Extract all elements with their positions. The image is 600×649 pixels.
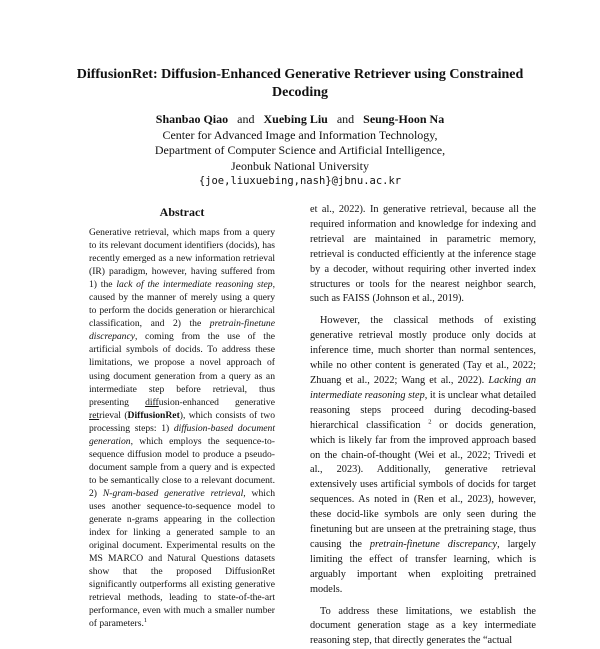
author-2: Xuebing Liu (263, 112, 328, 126)
paragraph-text: et al., 2022). In generative retrieval, because all the required information and knowledge for indexing and retrieval are maintained in parametric memory, retrieval is conducted efficiently at the inference stage by a decoder, without requiring other inverted index structures or tools for the nearest neighbor search, such as FAISS (Johnson et al., 2019). (310, 204, 536, 305)
author-1: Shanbao Qiao (155, 112, 229, 126)
author-email: {joe,liuxuebing,nash}@jbnu.ac.kr (198, 175, 402, 187)
abstract-emphasis: pretrain-finetune discrepancy (89, 318, 275, 343)
abstract-emphasis: lack of the intermediate reasoning step (116, 279, 273, 291)
paragraph-text: or docids generation, which is likely far from the improved approach based on the chain-of-thought (Wei et al., 2022; Trivedi et al., 2023). Additionally, generative retrieval extensively uses artificial symbols of docids for target sequences. As noted in (Ren et al., 2023), however, these docid-like symbols are only seen during the finetuning but are unseen at the pretraining stage, thus causing the (310, 419, 537, 550)
abstract-text: , which uses another sequence-to-sequence model to generate n-grams appearing in the collection index for linking a generated sample to an original document. Experimental results on the MS MARCO and Natural Questions datasets show that the proposed DiffusionRet significantly outperforms all existing generative retrieval methods, leading to state-of-the-art performance, even with much a smaller number of parameters. (89, 487, 276, 630)
abstract-heading: Abstract (159, 205, 205, 219)
footnote-marker[interactable]: 1 (143, 617, 148, 625)
paragraph (310, 203, 536, 307)
paragraph (310, 314, 536, 597)
abstract-body (89, 226, 275, 630)
affiliation-line: Center for Advanced Image and Information Technology, (162, 127, 438, 142)
abstract-text: , caused by the manner of merely using a query to perform the docids generation or hierarchical classification, and 2) the (89, 279, 275, 330)
method-name: DiffusionRet (127, 409, 180, 421)
author-separator: and (336, 112, 355, 126)
paragraph-emphasis: Lacking an intermediate reasoning step (310, 374, 537, 401)
abstract-text: rieval ( (99, 409, 128, 421)
abstract-text: , coming from the use of the artificial symbols of docids. To address these limitations, we propose a novel approach of using document generation from a query as an intermediate step before retrieval, thus presenting (89, 331, 275, 408)
author-separator: and (237, 112, 255, 126)
footnote-marker[interactable]: 2 (428, 418, 432, 426)
author-block (60, 112, 540, 190)
right-column (310, 203, 536, 649)
paragraph-text: , it is unclear what detailed reasoning steps proceed during decoding-based hierarchical classification (310, 389, 536, 431)
abstract-emphasis: N-gram-based generative retrieval (102, 487, 244, 499)
title-line-2: Decoding (272, 85, 328, 100)
affiliation-line: Department of Computer Science and Artificial Intelligence, (154, 143, 446, 157)
author-names (60, 112, 540, 128)
affiliation-line: Jeonbuk National University (231, 158, 369, 173)
paragraph-text: To address these limitations, we establish the document generation stage as a key intermediate reasoning step, that directly generates the “actual (310, 605, 536, 647)
abstract-text: Generative retrieval, which maps from a query to its relevant document identifiers (docids), has recently emerged as a new information retrieval (IR) paradigm, however, having suffered from 1) the (89, 227, 275, 291)
abstract-underline: diff (145, 396, 159, 408)
paragraph-text: , largely limiting the effect of transfer learning, which is arguably important when exploiting pretrained models. (310, 538, 536, 595)
abstract-text: usion-enhanced generative (158, 396, 275, 408)
paper-title (40, 66, 560, 102)
title-line-1: DiffusionRet: Diffusion-Enhanced Generative Retriever using Constrained (76, 67, 524, 82)
abstract-underline: ret (89, 409, 100, 421)
abstract-text: , which employs the sequence-to-sequence diffusion model to produce a pseudo-document sample from a query and is expected to be semantically close to a relevant document. 2) (89, 435, 275, 499)
abstract-text: ), which consists of two processing steps: 1) (89, 409, 276, 434)
abstract-emphasis: diffusion-based document generation (89, 422, 275, 447)
author-3: Seung-Hoon Na (363, 112, 445, 126)
paragraph-emphasis: pretrain-finetune discrepancy (369, 538, 498, 550)
paragraph (310, 605, 536, 649)
paragraph-text: However, the classical methods of existing generative retrieval mostly produce only docids at inference time, much shorter than normal sentences, while no other content is generated (Tay et al., 2022; Zhuang et al., 2022; Wang et al., 2022). (310, 315, 536, 386)
